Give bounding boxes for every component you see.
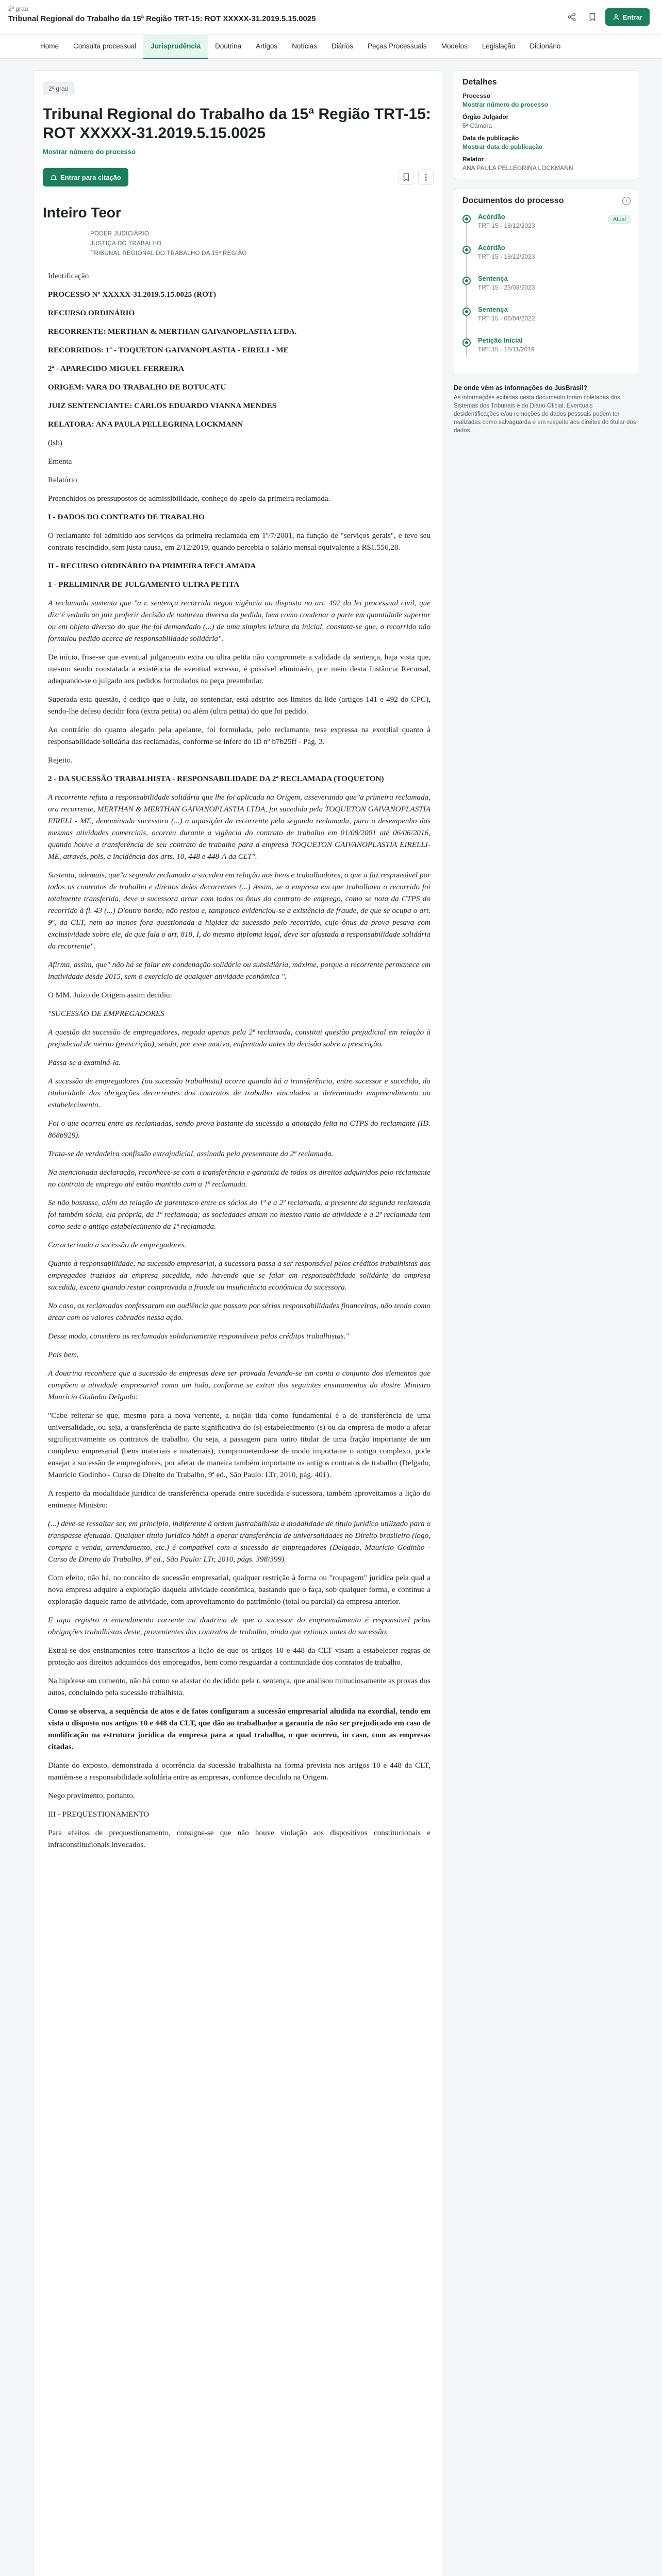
doc-paragraph: O reclamante foi admitido aos serviços da primeira reclamada em 1º/7/2001, na função de "serviços gerais", e teve seu contrato rescindido, sem justa causa, em 2/12/2019, quando percebia o salário mensal equivalente a R$1.556,28. [48, 531, 431, 552]
doc-paragraph: E aqui registro o entendimento corrente na doutrina de que o sucessor do empreendimento é responsável pelas obrigações trabalhistas deste, provenientes dos contratos de trabalho, ainda que extintos antes da sucessão. [48, 1616, 431, 1636]
doc-paragraph: Nego provimento, portanto. [48, 1791, 135, 1800]
details-title: Detalhes [462, 78, 497, 87]
doc-paragraph: Afirma, assim, que" não há se falar em condenação solidária ou subsidiária, máxime, porque a recorrente permanece em inatividade desde 2015, sem o exercício de qualquer atividade econômica ". [48, 960, 431, 981]
document-title[interactable]: Acórdão [478, 213, 505, 221]
doc-paragraph: De início, frise-se que eventual julgamento extra ou ultra petita não compromete a validade da sentença, haja vista que, mesmo sendo constatada a existência de eventual excesso, é possível eliminá-lo, por meio desta Instância Recursal, adequando-se o julgado aos pedidos formulados na peça preambular. [48, 653, 431, 685]
doc-paragraph: PROCESSO Nº XXXXX-31.2019.5.15.0025 (ROT) [48, 290, 217, 299]
page-title: Tribunal Regional do Trabalho da 15ª Região TRT-15: ROT XXXXX-31.2019.5.15.0025 [43, 106, 431, 142]
timeline-dot-icon [462, 338, 471, 347]
doc-paragraph: RECORRIDOS: 1ª - TOQUETON GAIVANOPLASTIA - EIRELI - ME [48, 346, 289, 354]
sidebar [454, 70, 639, 435]
tab-not-cias[interactable]: Notícias [292, 42, 317, 50]
doc-paragraph: III - PREQUESTIONAMENTO [48, 1810, 150, 1819]
documents-title: Documentos do processo [462, 196, 564, 205]
tab-di-rios[interactable]: Diários [331, 42, 353, 50]
main-nav [0, 35, 662, 59]
source-info-text: As informações exibidas nesta documento foram coletadas dos Sistemas dos Tribunais e do Diário Oficial. Eventuais desidentificações e/ou remoções de dados pessoais podem ter realizadas como salvaguarda e em respeito aos direitos do titular dos dados. [454, 395, 636, 434]
doc-paragraph: (...) deve-se ressaltar ser, em princípio, indiferente à ordem justrabalhista a modalidade de título jurídico utilizado para o transpasse efetuado. Qualquer título jurídico hábil a operar transferência de universalidades no Direito brasileiro (logo, compra e venda, arrendamento, etc.) é compatível com a sucessão de empregadores (Delgado, Maurício Godinho - Curso de Direito do Trabalho, 9ª ed., São Paulo: LTr, 2010, págs. 398/399). [48, 1519, 431, 1564]
doc-paragraph: I - DADOS DO CONTRATO DE TRABALHO [48, 513, 205, 521]
document-item[interactable] [462, 213, 631, 244]
rapporteur-value: ANA PAULA PELLEGRINA LOCKMANN [462, 164, 573, 172]
doc-paragraph: A questão da sucessão de empregadores, negada apenas pela 2ª reclamada, constitui questão prejudicial em relação à prejudicial de mérito (prescrição), sendo, por esse motivo, enfrentada antes da decisão sobre a prescrição. [48, 1028, 431, 1048]
documents-timeline [462, 213, 631, 367]
timeline-dot-icon [462, 308, 471, 316]
doc-paragraph: Ao contrário do quanto alegado pela apelante, foi formulada, pelo reclamante, tese expressa na exordial quanto à responsabilidade solidária das reclamadas, conforme se infere do ID nº b7b25ff - Pág. 3. [48, 725, 431, 746]
source-info [454, 384, 639, 435]
alert-button[interactable] [43, 168, 128, 187]
tab-home[interactable]: Home [40, 42, 59, 50]
user-icon [613, 13, 620, 21]
document-date: TRT-15 - 23/08/2023 [478, 284, 535, 291]
doc-paragraph: 2ª - APARECIDO MIGUEL FERREIRA [48, 364, 185, 373]
doc-paragraph: RECORRENTE: MERTHAN & MERTHAN GAIVANOPLASTIA LTDA. [48, 327, 297, 336]
timeline-dot-icon [462, 246, 471, 254]
breadcrumb[interactable]: 2º grau [8, 5, 28, 12]
instance-chip: 2º grau [43, 82, 74, 95]
tab-dicion-rio[interactable]: Dicionário [529, 42, 561, 50]
org-line: JUSTIÇA DO TRABALHO [90, 241, 162, 247]
tab-consulta-processual[interactable]: Consulta processual [73, 42, 137, 50]
process-link[interactable]: Mostrar número do processo [462, 101, 549, 108]
doc-paragraph: "Cabe reiterar-se que, mesmo para a nova vertente, a noção tida como fundamental é a de transferência de uma universalidade, ou seja, a transferência de parte significativa do (s) estabelecimento (s) ou da empresa de modo a afetar significativamente os contratos de trabalho. Ou seja, a passagem para outro titular de uma fração importante de um complexo empresarial (bens materiais e imateriais), comprometendo-se de modo importante o antigo complexo, pode ensejar a sucessão de empregadores, por afetar de maneira também importante os antigos contratos de trabalho (Delgado, Maurício Godinho - Curso de Direito do Trabalho, 9ª ed., São Paulo: LTr, 2010, pág. 401). [48, 1411, 431, 1479]
tab-legisla-o[interactable]: Legislação [482, 42, 516, 50]
doc-paragraph: A sucessão de empregadores (ou sucessão trabalhista) ocorre quando há a transferência, entre sucessor e sucedido, da titularidade das obrigações decorrentes dos contratos de trabalho vinculados a determinado empreendimento ou estabelecimento. [48, 1077, 431, 1109]
alert-label: Entrar para citação [60, 173, 121, 181]
doc-paragraph: Quanto à responsabilidade, na sucessão empresarial, a sucessora passa a ser responsável pelos créditos trabalhistas dos empregados trazidos da empresa sucedida, não havendo que se falar em responsabilidade solidária da empresa sucedida, exceto quando restar comprovada a fraude ou insuficiência econômica da sucessora. [48, 1259, 431, 1292]
doc-paragraph: Para efeitos de prequestionamento, consigne-se que não houve violação aos dispositivos constitucionais e infraconstitucionais invocados. [48, 1828, 431, 1849]
tab-jurisprud-ncia[interactable]: Jurisprudência [143, 35, 208, 59]
court-header [90, 229, 443, 259]
doc-paragraph: A doutrina reconhece que a sucessão de empresas deve ser provada levando-se em conta o conjunto dos elementos que compõem a atividade empresarial como um todo, conforme se extrai dos seguintes ensinamentos do ilustre Ministro Maurício Godinho Delgado: [48, 1369, 431, 1401]
document-date: TRT-15 - 18/12/2023 [478, 253, 535, 260]
doc-paragraph: Com efeito, não há, no conceito de sucessão empresarial, qualquer restrição à forma ou "roupagem" jurídica pela qual a nova empresa adquire a exploração daquela atividade econômica, bastando que o faça, sob qualquer forma, e continue a exploração daquele ramo de atividade, com aproveitamento do patrimônio (total ou parcial) da empresa anterior. [48, 1573, 431, 1606]
timeline-dot-icon [462, 277, 471, 285]
bookmark-icon[interactable] [585, 9, 600, 25]
doc-paragraph: Na mencionada declaração, reconhece-se com a transferência e garantia de todos os direitos adquiridos pelo reclamante no contrato de emprego até então mantido com a 1ª reclamada. [48, 1168, 431, 1189]
info-icon[interactable]: i [622, 197, 631, 205]
doc-paragraph: Caracterizada a sucessão de empregadores. [48, 1241, 187, 1249]
document-title[interactable]: Sentença [478, 275, 508, 282]
doc-paragraph: Ementa [48, 457, 72, 466]
tab-doutrina[interactable]: Doutrina [215, 42, 242, 50]
doc-paragraph: Pois bem. [48, 1350, 79, 1359]
enter-button[interactable] [605, 8, 650, 26]
doc-paragraph: A respeito da modalidade jurídica de transferência operada entre sucedida e sucessora, também aproveitamos a lição do eminente Ministro: [48, 1489, 431, 1510]
current-badge: Atual [608, 215, 631, 224]
doc-paragraph: Extrai-se dos ensinamentos retro transcritos a lição de que os artigos 10 e 448 da CLT visam a estabelecer regras de proteção aos direitos adquiridos dos empregados, bem como resguardar a continuidade dos contratos de trabalho. [48, 1646, 431, 1667]
doc-paragraph: Preenchidos os pressupostos de admissibilidade, conheço do apelo da primeira reclamada. [48, 494, 330, 503]
org-line: TRIBUNAL REGIONAL DO TRABALHO DA 15ª REGIÃO [90, 250, 247, 257]
date-link[interactable]: Mostrar data de publicação [462, 143, 543, 150]
doc-paragraph: A reclamada sustenta que "a r. sentença recorrida negou vigência ao disposto no art. 492 do lei processual civil, que diz:'é vedado ao juiz proferir decisão de natureza diversa da pedida, bem como condenar a parte em quantidade superior ou em objeto diverso do que lhe foi demandado (...) de uma simples leitura da inicial, constata-se que, o recorrido não formulou pedido acerca de responsabilidade solidária". [48, 599, 431, 643]
document-title[interactable]: Petição Inicial [478, 336, 523, 344]
document-item[interactable] [462, 306, 631, 336]
date-label: Data de publicação [462, 134, 519, 142]
doc-paragraph: RELATORA: ANA PAULA PELLEGRINA LOCKMANN [48, 420, 243, 429]
document-title[interactable]: Acórdão [478, 244, 505, 251]
org-line: PODER JUDICIÁRIO [90, 231, 150, 237]
doc-paragraph: Foi o que ocorreu entre as reclamadas, sendo prova bastante da sucessão a anotação feita na CTPS do reclamante (ID. 868b929). [48, 1119, 431, 1140]
tab-modelos[interactable]: Modelos [441, 42, 468, 50]
tab-artigos[interactable]: Artigos [256, 42, 278, 50]
doc-paragraph: Como se observa, a sequência de atos e de fatos configuram a sucessão empresarial aludida na exordial, tendo em vista o disposto nos artigos 10 e 448 da CLT, que dão ao trabalhador a garantia de não ser prejudicado em caso de modificação na estrutura jurídica da empresa para a qual trabalha, o que ocorreu, in casu, com as empresas citadas. [48, 1707, 431, 1751]
rapporteur-label: Relator [462, 156, 484, 163]
doc-paragraph: Na hipótese em comento, não há como se afastar do decidido pela r. sentença, que analisou minuciosamente as provas dos autos, concluindo pela sucessão trabalhista. [48, 1676, 431, 1697]
doc-paragraph: Sustenta, ademais, que"a segunda reclamada a sucedeu em relação aos bens e trabalhadores, o que a faz responsável por todos os contratos de trabalho e direitos deles decorrentes (...) Assim, se a empresa em que trabalhava o recorrido foi totalmente transferida, deve a sucessora arcar com todos os ônus do contrato de emprego, como se nota da CTPS do recorrido à fl. 43 (...) D'outro bordo, não restou e, tampouco evidenciou-se a existência de fraude, de que se ocupa o art. 9º, da CLT, nem ao menos fora questionada a higidez da sucessão pelo recorrido, cujo ônus da prova pesava com exclusividade sobre ele, de que fala o art. 818, I, do mesmo diploma legal, deve ser afastada a responsabilidade solidária da recorrente". [48, 871, 431, 951]
document-date: TRT-15 - 06/04/2022 [478, 315, 535, 322]
section-title: Inteiro Teor [43, 205, 121, 221]
top-bar [0, 0, 662, 35]
doc-paragraph: Rejeito. [48, 756, 73, 765]
document-item[interactable] [462, 244, 631, 275]
doc-heading: Identificação [48, 272, 89, 280]
document-body [48, 270, 431, 1851]
doc-paragraph: Passa-se a examiná-la. [48, 1058, 121, 1067]
doc-paragraph: Superada esta questão, é cediço que o Juiz, ao sentenciar, está adstrito aos limites da lide (artigos 141 e 492 do CPC), sendo-lhe defeso decidir fora (extra petita) ou além (ultra petita) do que foi pedido. [48, 695, 431, 716]
doc-paragraph: 2 - DA SUCESSÃO TRABALHISTA - RESPONSABILIDADE DA 2ª RECLAMADA (TOQUETON) [48, 774, 384, 783]
doc-paragraph: A recorrente refuta a responsabilidade solidária que lhe foi aplicada na Origem, asseverando que"a primeira reclamada, ora recorrente, MERTHAN & MERTHAN GAIVANOPLASTIA LTDA, foi sucedida pela TOQUETON GAIVANOPLASTIA EIRELI - ME, denominada sucessora (...) a aquisição da recorrente pela segunda reclamada, para o desempenho das mesmas atividades comerciais, ocorreu durante a vigência do contrato de trabalho em 01/08/2001 até 06/06/2016, quando houve a transferência de seu contrato de trabalho para a empresa TOQUETON GAIVANOPLASTIA EIRELLI-ME, através, pois, a incidência dos arts. 10, 448 e 448-A da CLT". [48, 793, 431, 861]
document-item[interactable] [462, 275, 631, 306]
enter-label: Entrar [622, 13, 642, 21]
doc-paragraph: RECURSO ORDINÁRIO [48, 309, 135, 317]
doc-paragraph: (lsb) [48, 438, 62, 447]
tab-pe-as-processuais[interactable]: Peças Processuais [367, 42, 427, 50]
document-panel [33, 70, 443, 2576]
doc-paragraph: JUIZ SENTENCIANTE: CARLOS EDUARDO VIANNA MENDES [48, 401, 277, 410]
document-date: TRT-15 - 18/11/2019 [478, 346, 535, 353]
doc-paragraph: 1 - PRELIMINAR DE JULGAMENTO ULTRA PETITA [48, 580, 240, 589]
doc-paragraph: No caso, as reclamadas confessaram em audiência que passam por sérios responsabilidades financeiras, não tendo como arcar com os valores cobrados nessa ação. [48, 1301, 431, 1322]
doc-paragraph: Diante do exposto, demonstrada a ocorrência da sucessão trabalhista na forma prevista nos artigos 10 e 448 da CLT, mantém-se a responsabilidade solidária entre as empresas, conforme decidido na Origem. [48, 1761, 431, 1782]
more-options-icon[interactable] [418, 170, 434, 185]
share-icon[interactable] [564, 9, 580, 25]
doc-paragraph: Desse modo, considero as reclamadas solidariamente responsáveis pelos créditos trabalhistas." [48, 1332, 349, 1341]
doc-paragraph: ORIGEM: VARA DO TRABALHO DE BOTUCATU [48, 383, 226, 392]
doc-paragraph: Trata-se de verdadeira confissão extrajudicial, assinada pela presentante da 2ª reclamada. [48, 1149, 334, 1158]
bell-icon [50, 174, 57, 181]
timeline-dot-icon [462, 215, 471, 223]
org-label: Órgão Julgador [462, 113, 509, 121]
org-value: 5ª Câmara [462, 122, 492, 129]
document-date: TRT-15 - 18/12/2023 [478, 222, 535, 229]
document-title[interactable]: Sentença [478, 306, 508, 313]
doc-paragraph: Se não bastasse, além da relação de parentesco entre os sócios da 1ª e a 2ª reclamada, a presente da segunda reclamada foi também sócia, ela própria, da 1ª reclamada; as sociedades atuam no mesmo ramo de atividade e a 2ª reclamada tem como sede o antigo estabelecimento da 1ª reclamada. [48, 1198, 431, 1231]
process-label: Processo [462, 92, 491, 99]
doc-paragraph: II - RECURSO ORDINÁRIO DA PRIMEIRA RECLAMADA [48, 562, 256, 570]
header-title: Tribunal Regional do Trabalho da 15ª Região TRT-15: ROT XXXXX-31.2019.5.15.0025 [8, 14, 316, 23]
source-info-title: De onde vêm as informações do JusBrasil? [454, 384, 588, 392]
documents-card [454, 189, 639, 375]
bookmark-doc-icon[interactable] [399, 170, 414, 185]
document-item[interactable] [462, 336, 631, 367]
details-card [454, 70, 639, 179]
doc-paragraph: O MM. Juízo de Origem assim decidiu: [48, 991, 172, 999]
doc-paragraph: "SUCESSÃO DE EMPREGADORES [48, 1009, 164, 1018]
doc-paragraph: Relatório [48, 476, 77, 484]
show-number-link[interactable]: Mostrar número do processo [43, 148, 136, 156]
